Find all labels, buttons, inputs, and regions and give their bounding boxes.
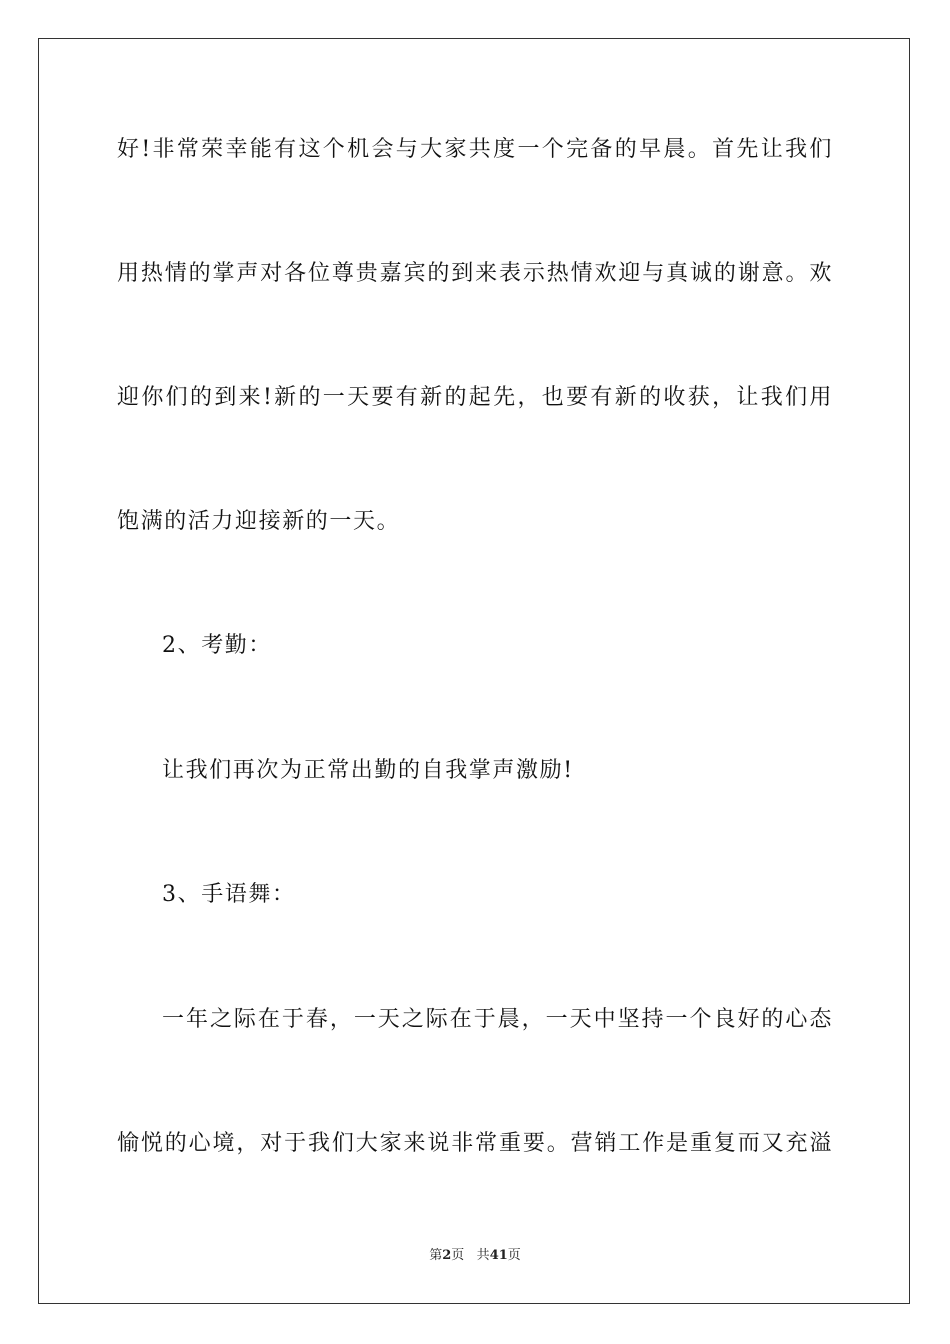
footer-page-prefix: 第 — [429, 1248, 443, 1263]
footer-total-suffix: 页 — [507, 1248, 521, 1263]
body-text-line: 让我们再次为正常出勤的自我掌声激励! — [162, 758, 574, 783]
body-text-line: 迎你们的到来!新的一天要有新的起先，也要有新的收获，让我们用 — [117, 385, 833, 410]
body-text-line: 愉悦的心境，对于我们大家来说非常重要。营销工作是重复而又充溢 — [117, 1131, 833, 1156]
body-text-line: 用热情的掌声对各位尊贵嘉宾的到来表示热情欢迎与真诚的谢意。欢 — [117, 261, 833, 286]
footer-page-suffix: 页 — [451, 1248, 465, 1263]
body-text-line: 好!非常荣幸能有这个机会与大家共度一个完备的早晨。首先让我们 — [117, 137, 833, 162]
page-footer — [0, 1247, 950, 1265]
page-border — [38, 38, 910, 1304]
section-heading-sign-dance: 3、手语舞： — [162, 882, 296, 907]
footer-page-number: 2 — [442, 1248, 452, 1263]
body-text-line: 饱满的活力迎接新的一天。 — [117, 509, 401, 534]
footer-total-prefix: 共 — [476, 1248, 490, 1263]
footer-total-pages: 41 — [489, 1248, 508, 1263]
section-heading-attendance: 2、考勤： — [162, 633, 272, 658]
body-text-line: 一年之际在于春，一天之际在于晨，一天中坚持一个良好的心态 — [162, 1007, 833, 1032]
